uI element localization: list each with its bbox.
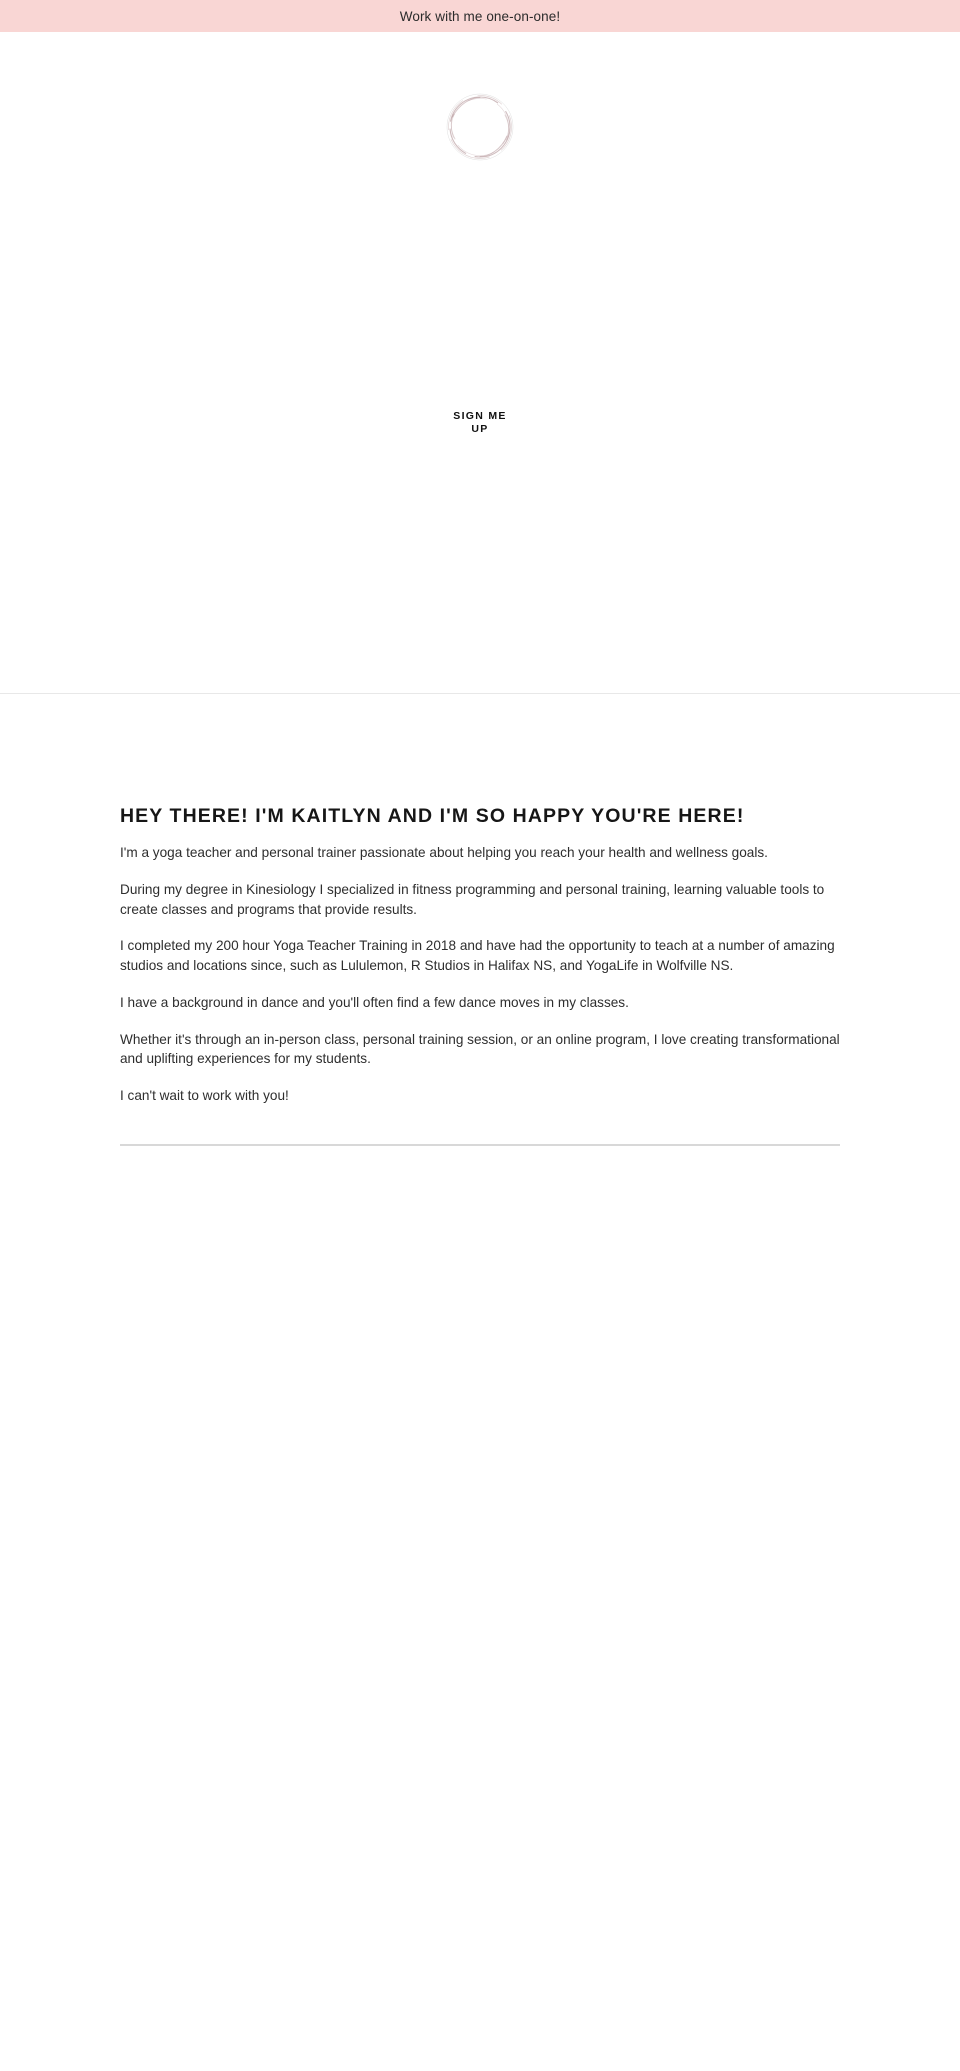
sign-me-up-button[interactable]: SIGN ME UP <box>453 410 507 436</box>
about-paragraph: I'm a yoga teacher and personal trainer passionate about helping you reach your health and wellness goals. <box>120 845 768 861</box>
circular-brushstroke-logo-icon[interactable] <box>437 84 523 170</box>
about-paragraph: During my degree in Kinesiology I specialized in fitness programming and personal training, learning valuable tools to create classes and programs that provide results. <box>120 882 825 917</box>
about-paragraph: Whether it's through an in-person class, personal training session, or an online program, I love creating transformational and uplifting experiences for my students. <box>120 1031 840 1067</box>
about-paragraph: I completed my 200 hour Yoga Teacher Training in 2018 and have had the opportunity to teach at a number of amazing studios and locations since, such as Lululemon, R Studios in Halifax NS, and YogaLife in Wolfville NS. <box>120 938 835 974</box>
hero-section <box>0 32 960 694</box>
hero-logo-container <box>0 84 960 170</box>
announcement-bar[interactable] <box>0 0 960 32</box>
about-section <box>0 694 960 1146</box>
about-heading: HEY THERE! I'M KAITLYN AND I'M SO HAPPY YOU'RE HERE! <box>120 805 745 827</box>
about-content <box>120 804 840 1146</box>
announcement-text: Work with me one-on-one! <box>399 8 561 24</box>
about-paragraph: I have a background in dance and you'll often find a few dance moves in my classes. <box>120 994 629 1010</box>
hero-cta-container <box>0 410 960 436</box>
about-paragraph: I can't wait to work with you! <box>120 1087 289 1103</box>
page-bottom-whitespace <box>0 1146 960 2071</box>
